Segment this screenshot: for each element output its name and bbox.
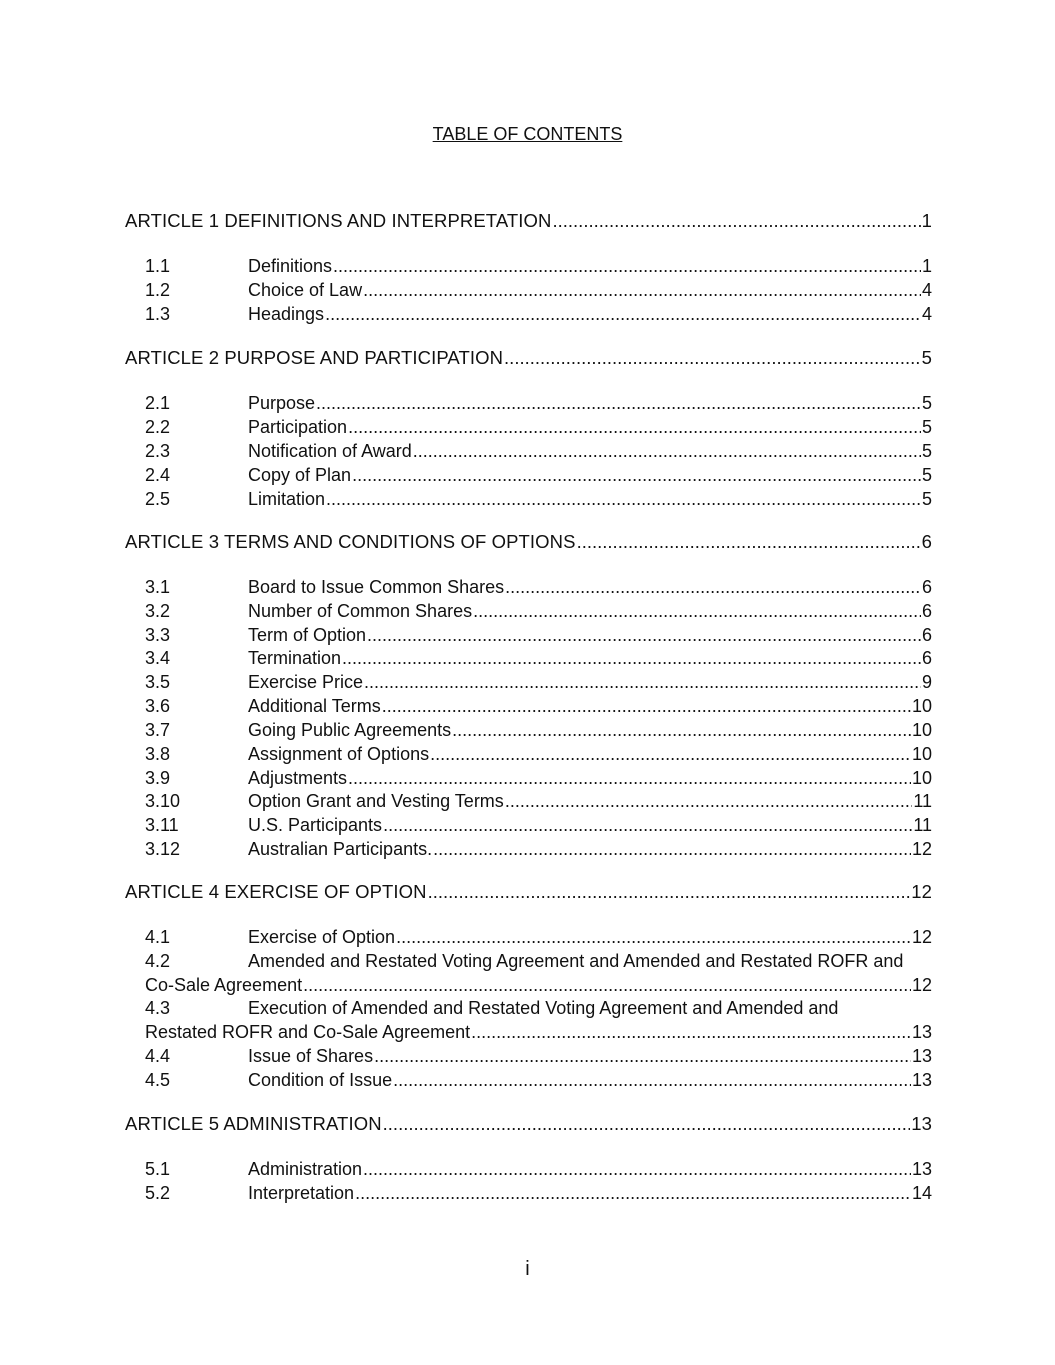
section-title: Australian Participants. bbox=[248, 839, 433, 859]
dot-leader bbox=[382, 694, 911, 718]
dot-leader bbox=[430, 742, 911, 766]
section-title: Definitions bbox=[248, 256, 333, 276]
section-title: Going Public Agreements bbox=[248, 720, 452, 740]
page-ref: 6 bbox=[921, 625, 932, 645]
section-title-continued: Co-Sale Agreement bbox=[145, 975, 303, 995]
section-number: 3.9 bbox=[145, 768, 171, 788]
section-number: 1.2 bbox=[145, 280, 171, 300]
toc-item[interactable] bbox=[125, 487, 932, 511]
dot-leader bbox=[348, 766, 911, 790]
section-title: U.S. Participants bbox=[248, 815, 383, 835]
toc-item[interactable] bbox=[125, 813, 932, 837]
dot-leader bbox=[363, 1157, 911, 1181]
dot-leader bbox=[367, 623, 921, 647]
section-title: Term of Option bbox=[248, 625, 367, 645]
toc-article-1[interactable] bbox=[125, 209, 932, 233]
section-number: 3.7 bbox=[145, 720, 171, 740]
section-number: 3.4 bbox=[145, 648, 171, 668]
page-ref: 10 bbox=[911, 720, 932, 740]
dot-leader bbox=[355, 1181, 911, 1205]
article-heading: ARTICLE 3 TERMS AND CONDITIONS OF OPTIONS bbox=[125, 531, 576, 552]
section-number: 3.8 bbox=[145, 744, 171, 764]
section-title: Exercise Price bbox=[248, 672, 364, 692]
toc-item-line-2[interactable] bbox=[125, 1020, 932, 1044]
page-title: TABLE OF CONTENTS bbox=[432, 124, 623, 144]
toc-item[interactable] bbox=[125, 302, 932, 326]
toc-item[interactable] bbox=[125, 463, 932, 487]
section-title: Option Grant and Vesting Terms bbox=[248, 791, 504, 811]
toc-item[interactable] bbox=[125, 1068, 932, 1092]
section-title: Exercise of Option bbox=[248, 927, 396, 947]
page-ref: 5 bbox=[921, 441, 932, 461]
dot-leader bbox=[505, 575, 921, 599]
section-number: 1.1 bbox=[145, 256, 171, 276]
page-ref: 5 bbox=[921, 417, 932, 437]
section-number: 3.5 bbox=[145, 672, 171, 692]
section-title-continued: Restated ROFR and Co-Sale Agreement bbox=[145, 1022, 471, 1042]
page-ref: 13 bbox=[911, 1022, 932, 1042]
dot-leader bbox=[316, 391, 921, 415]
article-heading: ARTICLE 5 ADMINISTRATION bbox=[125, 1113, 382, 1134]
dot-leader bbox=[396, 925, 911, 949]
dot-leader bbox=[433, 837, 911, 861]
section-title: Issue of Shares bbox=[248, 1046, 374, 1066]
page-ref: 11 bbox=[913, 815, 932, 835]
toc-item[interactable] bbox=[125, 439, 932, 463]
toc-item[interactable] bbox=[125, 718, 932, 742]
section-number: 3.2 bbox=[145, 601, 171, 621]
article-heading: ARTICLE 2 PURPOSE AND PARTICIPATION bbox=[125, 347, 504, 368]
section-title: Assignment of Options bbox=[248, 744, 430, 764]
toc-item[interactable] bbox=[125, 766, 932, 790]
section-number: 2.5 bbox=[145, 489, 171, 509]
section-number: 2.2 bbox=[145, 417, 171, 437]
dot-leader bbox=[577, 530, 921, 554]
section-number: 3.6 bbox=[145, 696, 171, 716]
section-number: 5.2 bbox=[145, 1183, 171, 1203]
toc-item[interactable] bbox=[125, 391, 932, 415]
section-title: Limitation bbox=[248, 489, 326, 509]
section-title: Participation bbox=[248, 417, 348, 437]
page-ref: 5 bbox=[921, 347, 932, 368]
dot-leader bbox=[505, 789, 913, 813]
toc-item[interactable] bbox=[125, 1157, 932, 1181]
toc-item[interactable] bbox=[125, 575, 932, 599]
dot-leader bbox=[333, 254, 921, 278]
section-number: 2.4 bbox=[145, 465, 171, 485]
section-number: 5.1 bbox=[145, 1159, 171, 1179]
toc-item[interactable] bbox=[125, 789, 932, 813]
toc-item[interactable] bbox=[125, 646, 932, 670]
toc-item[interactable] bbox=[125, 623, 932, 647]
section-number: 3.10 bbox=[145, 791, 181, 811]
dot-leader bbox=[326, 487, 921, 511]
section-title: Condition of Issue bbox=[248, 1070, 393, 1090]
page-ref: 12 bbox=[911, 839, 932, 859]
section-number: 2.1 bbox=[145, 393, 171, 413]
dot-leader bbox=[352, 463, 921, 487]
section-title: Choice of Law bbox=[248, 280, 363, 300]
page-ref: 9 bbox=[921, 672, 932, 692]
toc-item-line-2[interactable] bbox=[125, 973, 932, 997]
page-ref: 14 bbox=[911, 1183, 932, 1203]
section-number: 2.3 bbox=[145, 441, 171, 461]
toc-article-5[interactable] bbox=[125, 1112, 932, 1136]
section-title: Additional Terms bbox=[248, 696, 381, 716]
section-title: Copy of Plan bbox=[248, 465, 352, 485]
dot-leader bbox=[413, 439, 921, 463]
page-ref: 6 bbox=[921, 577, 932, 597]
section-number: 3.12 bbox=[145, 839, 181, 859]
section-title: Interpretation bbox=[248, 1183, 355, 1203]
dot-leader bbox=[452, 718, 911, 742]
dot-leader bbox=[552, 209, 920, 233]
dot-leader bbox=[383, 813, 912, 837]
toc-item[interactable] bbox=[125, 1181, 932, 1205]
page-ref: 6 bbox=[921, 648, 932, 668]
toc-item[interactable] bbox=[125, 694, 932, 718]
section-number: 3.3 bbox=[145, 625, 171, 645]
toc-item[interactable] bbox=[125, 670, 932, 694]
section-number: 4.3 bbox=[145, 998, 171, 1018]
dot-leader bbox=[364, 670, 921, 694]
toc-item[interactable] bbox=[125, 837, 932, 861]
page-ref: 10 bbox=[911, 768, 932, 788]
dot-leader bbox=[374, 1044, 911, 1068]
section-number: 4.2 bbox=[145, 951, 171, 971]
section-number: 3.1 bbox=[145, 577, 171, 597]
page-ref: 13 bbox=[911, 1070, 932, 1090]
page-ref: 13 bbox=[911, 1159, 932, 1179]
toc-article-3[interactable] bbox=[125, 530, 932, 554]
toc-item-line-1[interactable] bbox=[125, 949, 932, 973]
article-heading: ARTICLE 1 DEFINITIONS AND INTERPRETATION bbox=[125, 210, 552, 231]
toc-item[interactable] bbox=[125, 742, 932, 766]
page-ref: 12 bbox=[911, 975, 932, 995]
dot-leader bbox=[383, 1112, 911, 1136]
dot-leader bbox=[393, 1068, 911, 1092]
section-title: Execution of Amended and Restated Voting Agreement and Amended and bbox=[248, 998, 839, 1018]
section-title: Amended and Restated Voting Agreement and Amended and Restated ROFR and bbox=[248, 951, 904, 971]
section-title: Adjustments bbox=[248, 768, 348, 788]
toc-item[interactable] bbox=[125, 1044, 932, 1068]
section-title: Number of Common Shares bbox=[248, 601, 473, 621]
page-ref: 4 bbox=[921, 304, 932, 324]
page-ref: 12 bbox=[911, 927, 932, 947]
toc-item[interactable] bbox=[125, 415, 932, 439]
dot-leader bbox=[348, 415, 921, 439]
toc-item-line-1[interactable] bbox=[125, 996, 932, 1020]
page-ref: 13 bbox=[911, 1113, 932, 1134]
section-number: 4.4 bbox=[145, 1046, 171, 1066]
page-ref: 13 bbox=[911, 1046, 932, 1066]
page-ref: 1 bbox=[921, 210, 932, 231]
page-number: i bbox=[525, 1258, 530, 1280]
page-ref: 10 bbox=[911, 696, 932, 716]
dot-leader bbox=[325, 302, 921, 326]
toc-item[interactable] bbox=[125, 254, 932, 278]
section-title: Administration bbox=[248, 1159, 363, 1179]
page-ref: 6 bbox=[921, 531, 932, 552]
section-title: Notification of Award bbox=[248, 441, 412, 461]
dot-leader bbox=[342, 646, 921, 670]
page-ref: 12 bbox=[911, 881, 932, 902]
dot-leader bbox=[363, 278, 921, 302]
dot-leader bbox=[303, 973, 911, 997]
page-ref: 4 bbox=[921, 280, 932, 300]
toc-item[interactable] bbox=[125, 925, 932, 949]
page-ref: 1 bbox=[921, 256, 932, 276]
toc-article-4[interactable] bbox=[125, 880, 932, 904]
section-number: 3.11 bbox=[145, 815, 179, 835]
dot-leader bbox=[473, 599, 921, 623]
section-number: 4.5 bbox=[145, 1070, 171, 1090]
section-number: 4.1 bbox=[145, 927, 171, 947]
toc-item[interactable] bbox=[125, 278, 932, 302]
dot-leader bbox=[428, 880, 911, 904]
article-heading: ARTICLE 4 EXERCISE OF OPTION bbox=[125, 881, 427, 902]
section-title: Purpose bbox=[248, 393, 316, 413]
page-ref: 5 bbox=[921, 465, 932, 485]
page-ref: 5 bbox=[921, 393, 932, 413]
section-title: Board to Issue Common Shares bbox=[248, 577, 505, 597]
dot-leader bbox=[471, 1020, 911, 1044]
toc-article-2[interactable] bbox=[125, 346, 932, 370]
page-ref: 11 bbox=[913, 791, 932, 811]
page-ref: 10 bbox=[911, 744, 932, 764]
page-ref: 5 bbox=[921, 489, 932, 509]
dot-leader bbox=[504, 346, 921, 370]
section-title: Termination bbox=[248, 648, 342, 668]
toc-item[interactable] bbox=[125, 599, 932, 623]
section-number: 1.3 bbox=[145, 304, 171, 324]
section-title: Headings bbox=[248, 304, 325, 324]
page-ref: 6 bbox=[921, 601, 932, 621]
